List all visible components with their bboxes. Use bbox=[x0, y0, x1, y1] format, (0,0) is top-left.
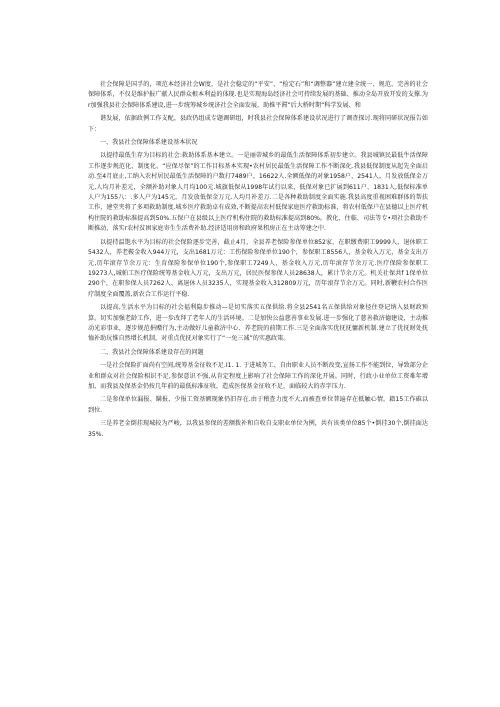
intro-paragraph: 社会保障是国孚的，项范本经济社会W度，是社会稳定的“平安”、“检定石”和“调整器”建立建全统一、规范、完善的社会保障体系，不仅是维护报广献人民群众根本利益的体现.也是实现海岛经济社会可持续发展的基础、推动全岛开放开发的支撑.为r加强我县社会保障体系建设,进一步统筹城乡统济社会全面发展，助推平滞”后大桥时期“科学发展、和 bbox=[88, 81, 428, 109]
problem-paragraph-1: 一是社会保险扩面尚有空间,统筹基金征收不足.I1. 1. 于进城务工、自由职业人员不断改变,宣扬工作不能到位，导致部分企业和群众对社会保险相识不足,参保意识不强,从肯定程度上影响了社会保障工作的深化开展。同时，行政小业单位工资难年增加，而我县及保基金仍按几年前的最低标准征收，造成医保基金征收不足，面临较大的赤字压力. bbox=[88, 362, 428, 390]
document-body bbox=[88, 80, 428, 443]
intro-paragraph-continued: 谐发展，依据政例工作支配，县政仍组成专题调研组，时我县社会保障体系建设状况进行了调査探讨.现将同研状况报告如下： bbox=[88, 115, 428, 133]
social-assistance-paragraph: 以提持最低生存为目标的社会:救助体系基本建立。一是丽蒂城乡的最低生活保障体系初步建立。我县城镇民最低牛活保障工作逐步规范化、制度化、“应保尽保”的工作目标基本实现•农村居民最低生活保障工作不断深化.我县低保制度从起先全面启动.至4月底止,工纳入农村居民最低生活保障的户数打7489户、16622人.全额低保的对象1958户、2541人。月发放低保金万元,人均月补差元，全额补助对象人月均100元.城旗低保从1998年试行以来，低保对象已扩展到611户、1831人,低保标准单人户为155八：.多人户为145元。月发放低保金万元.人均月补差万.二是各种救助制度全面实施.我县高度重视困难群体的帮扶工作，建堂夹将了多项救助制度.城乡医疗救助卓有成效,不断提高农村低保家庭医疗救助标准，将农村低保户在县德以上医疗机构住院的救助标准提高到50%.五保户在县级以上医疗机构住院的救助标准提高到80%。教化、住临、司法等专•项社会救助不断推动，落实r农村贫困家庭寄生生活费补助.经济适用房和政府果租房正在主动筹建之中. bbox=[88, 152, 428, 233]
problem-paragraph-2: 二是参保单位漏报、瞒报、少报工资基额现象仍旧存在.由于稽查力度不大,而被查单位普遍存在抵触心情，籍15工作碓以到位. bbox=[88, 396, 428, 414]
social-insurance-paragraph: 以提持温饱水平为目标的社会保险逐步完善，截止4月，全县养老保险参保单位852家，在职缴费职工9999人，退休职工5432人，养老鞍金收入944万元，支出1681万元：工伤保险参保单位190个，参保职工8556人，基金收入万元，基金支出万元,历年滚存节余万元：生育保险参保单位190个,参保职工7249人，基金收入万元,历年滚存节余万元.医疗保险参保职工19273人,城帕工医疗保险统筹基金收入万元，支出万元，居民医保参保人员28638人，累计节余万元。机关社保共f 1保单位290个，在职参保人员7262人、离退休人员3235人，实现基金收入312809万元，历年滚存节余万元。同时,新鞭农村合作医疗制度全面覆盖,新农合工作运行平稳. bbox=[88, 238, 428, 298]
section-heading-2: 二、我县社会保障体系建设存在的问题 bbox=[100, 348, 204, 356]
problem-paragraph-3: 三是养老金倒挂现城较为严峻，以我县参保的差额拨补和自收自支职业单位为例，共有该类单位85个•倒挂30个,倒挂面达35%. bbox=[88, 420, 428, 438]
social-welfare-paragraph: 以提高,生活水平为目标的社会福利隐步推动—是切实落实五保供给.将全县2541名五保供给对象径住登记纳入县财政预算。切实加强老龄工作，进一步改拜了老年人的生活环境。二是加快公益慈善事业发展.进一步强化了慈善救济德建设，主动推动光彩事业，逐步规范捐赠行为,主动做好儿童救济中心、养老院的前期工作.三是全面落实优抚抚慵新机制.建立了优抚财处抚恤补助玩惟自然增长机制，对重点优抚对象实行了“一免三减”的实惠政策。 bbox=[88, 304, 428, 343]
section-heading-1: 一、我县社会保障体系建设基本状况 bbox=[100, 139, 198, 147]
